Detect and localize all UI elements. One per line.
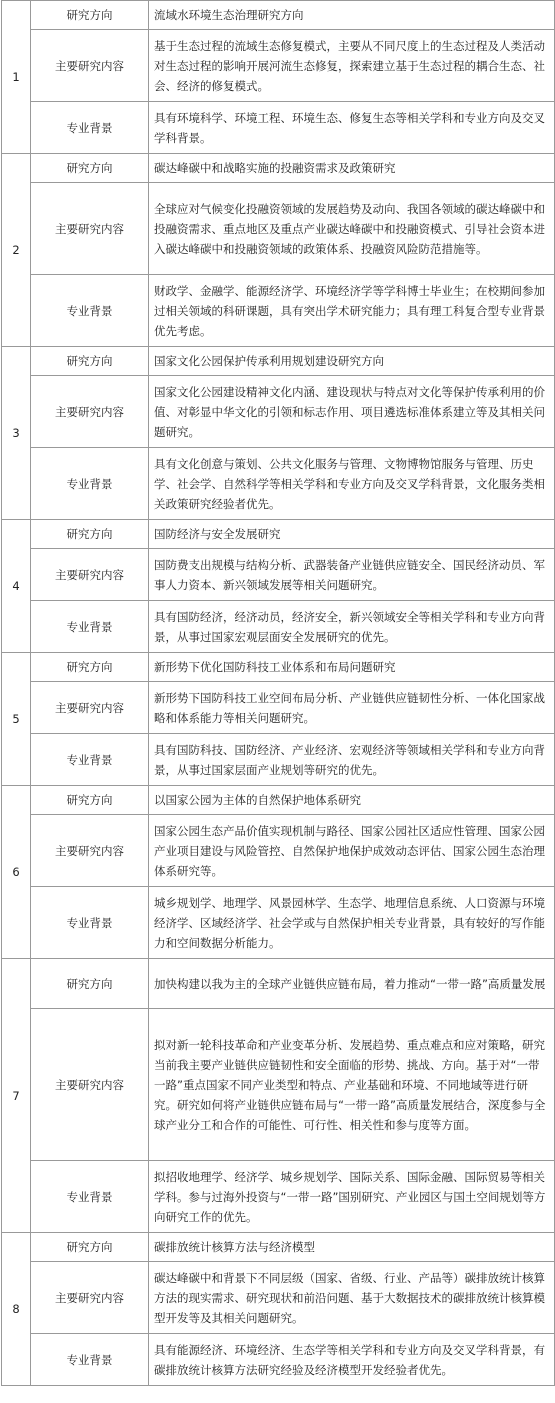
table-row: [2, 734, 555, 786]
table-row: [2, 102, 555, 154]
row-number: 6: [2, 786, 31, 959]
row-number: 5: [2, 653, 31, 786]
direction-label: 研究方向: [31, 154, 149, 183]
table-row: [2, 682, 555, 734]
direction-label: 研究方向: [31, 1233, 149, 1262]
background-label: 专业背景: [31, 734, 149, 786]
table-row: [2, 1, 555, 30]
direction-label: 研究方向: [31, 347, 149, 376]
row-number: 7: [2, 959, 31, 1233]
background-label: 专业背景: [31, 275, 149, 347]
content-label: 主要研究内容: [31, 682, 149, 734]
background-text: 拟招收地理学、经济学、城乡规划学、国际关系、国际金融、国际贸易等相关学科。参与过海外投资与“一带一路”国别研究、产业园区与国土空间规划等方向研究工作的优先。: [149, 1161, 555, 1233]
background-label: 专业背景: [31, 102, 149, 154]
background-label: 专业背景: [31, 1334, 149, 1386]
research-directions-table: [1, 0, 555, 1386]
content-label: 主要研究内容: [31, 30, 149, 102]
background-text: 具有国防经济，经济动员，经济安全，新兴领域安全等相关学科和专业方向背景，从事过国家宏观层面安全发展研究的优先。: [149, 601, 555, 653]
content-text: 国家公园生态产品价值实现机制与路径、国家公园社区适应性管理、国家公园产业项目建设与风险管控、自然保护地保护成效动态评估、国家公园生态治理体系研究等。: [149, 815, 555, 887]
background-label: 专业背景: [31, 601, 149, 653]
content-label: 主要研究内容: [31, 1262, 149, 1334]
direction-text: 新形势下优化国防科技工业体系和布局问题研究: [149, 653, 555, 682]
direction-text: 碳排放统计核算方法与经济模型: [149, 1233, 555, 1262]
direction-text: 碳达峰碳中和战略实施的投融资需求及政策研究: [149, 154, 555, 183]
table-row: [2, 959, 555, 1009]
table-row: [2, 1334, 555, 1386]
table-row: [2, 376, 555, 448]
direction-text: 加快构建以我为主的全球产业链供应链布局，着力推动“一带一路”高质量发展: [149, 959, 555, 1009]
content-text: 国防费支出规模与结构分析、武器装备产业链供应链安全、国民经济动员、军事人力资本、新兴领域发展等相关问题研究。: [149, 549, 555, 601]
table-row: [2, 154, 555, 183]
direction-text: 国家文化公园保护传承利用规划建设研究方向: [149, 347, 555, 376]
background-text: 具有国防科技、国防经济、产业经济、宏观经济等领域相关学科和专业方向背景，从事过国家层面产业规划等研究的优先。: [149, 734, 555, 786]
table-row: [2, 520, 555, 549]
background-text: 具有能源经济、环境经济、生态学等相关学科和专业方向及交叉学科背景，有碳排放统计核算方法研究经验及经济模型开发经验者优先。: [149, 1334, 555, 1386]
table-row: [2, 1233, 555, 1262]
table-row: [2, 786, 555, 815]
row-number: 3: [2, 347, 31, 520]
table-row: [2, 887, 555, 959]
table-row: [2, 275, 555, 347]
table-row: [2, 1009, 555, 1161]
background-text: 具有文化创意与策划、公共文化服务与管理、文物博物馆服务与管理、历史学、社会学、自然科学等相关学科和专业方向及交叉学科背景，文化服务类相关政策研究经验者优先。: [149, 448, 555, 520]
background-text: 财政学、金融学、能源经济学、环境经济学等学科博士毕业生；在校期间参加过相关领域的科研课题，具有突出学术研究能力；具有理工科复合型专业背景优先考虑。: [149, 275, 555, 347]
content-text: 全球应对气候变化投融资领域的发展趋势及动向、我国各领域的碳达峰碳中和投融资需求、重点地区及重点产业碳达峰碳中和投融资模式、引导社会资本进入碳达峰碳中和投融资领域的政策体系、投融资风险防范措施等。: [149, 183, 555, 275]
direction-label: 研究方向: [31, 1, 149, 30]
content-text: 拟对新一轮科技革命和产业变革分析、发展趋势、重点难点和应对策略，研究当前我主要产业链供应链韧性和安全面临的形势、挑战、方向。基于对“一带一路”重点国家不同产业类型和特点、产业基础和环境、不同地域等进行研究。研究如何将产业链供应链布局与“一带一路”高质量发展结合，深度参与全球产业分工和合作的可能性、可行性、相关性和参与度等方面。: [149, 1009, 555, 1161]
table-row: [2, 1161, 555, 1233]
direction-text: 国防经济与安全发展研究: [149, 520, 555, 549]
content-label: 主要研究内容: [31, 815, 149, 887]
content-text: 基于生态过程的流域生态修复模式，主要从不同尺度上的生态过程及人类活动对生态过程的影响开展河流生态修复，探索建立基于生态过程的耦合生态、社会、经济的修复模式。: [149, 30, 555, 102]
background-label: 专业背景: [31, 448, 149, 520]
content-label: 主要研究内容: [31, 183, 149, 275]
table-row: [2, 30, 555, 102]
background-label: 专业背景: [31, 887, 149, 959]
background-label: 专业背景: [31, 1161, 149, 1233]
row-number: 2: [2, 154, 31, 347]
table-row: [2, 183, 555, 275]
table-row: [2, 815, 555, 887]
direction-label: 研究方向: [31, 520, 149, 549]
row-number: 4: [2, 520, 31, 653]
content-label: 主要研究内容: [31, 549, 149, 601]
content-label: 主要研究内容: [31, 1009, 149, 1161]
row-number: 1: [2, 1, 31, 154]
row-number: 8: [2, 1233, 31, 1386]
direction-text: 流域水环境生态治理研究方向: [149, 1, 555, 30]
content-text: 新形势下国防科技工业空间布局分析、产业链供应链韧性分析、一体化国家战略和体系能力等相关问题研究。: [149, 682, 555, 734]
background-text: 具有环境科学、环境工程、环境生态、修复生态等相关学科和专业方向及交叉学科背景。: [149, 102, 555, 154]
table-row: [2, 1262, 555, 1334]
table-row: [2, 601, 555, 653]
table-row: [2, 549, 555, 601]
direction-label: 研究方向: [31, 786, 149, 815]
table-row: [2, 448, 555, 520]
table-row: [2, 653, 555, 682]
background-text: 城乡规划学、地理学、风景园林学、生态学、地理信息系统、人口资源与环境经济学、区域经济学、社会学或与自然保护相关专业背景，具有较好的写作能力和空间数据分析能力。: [149, 887, 555, 959]
content-label: 主要研究内容: [31, 376, 149, 448]
content-text: 碳达峰碳中和背景下不同层级（国家、省级、行业、产品等）碳排放统计核算方法的现实需求、研究现状和前沿问题、基于大数据技术的碳排放统计核算模型开发等及其相关问题研究。: [149, 1262, 555, 1334]
direction-text: 以国家公园为主体的自然保护地体系研究: [149, 786, 555, 815]
direction-label: 研究方向: [31, 653, 149, 682]
direction-label: 研究方向: [31, 959, 149, 1009]
content-text: 国家文化公园建设精神文化内涵、建设现状与特点对文化等保护传承利用的价值、对彰显中华文化的引领和标志作用、项目遴选标准体系建立等及其相关问题研究。: [149, 376, 555, 448]
table-row: [2, 347, 555, 376]
